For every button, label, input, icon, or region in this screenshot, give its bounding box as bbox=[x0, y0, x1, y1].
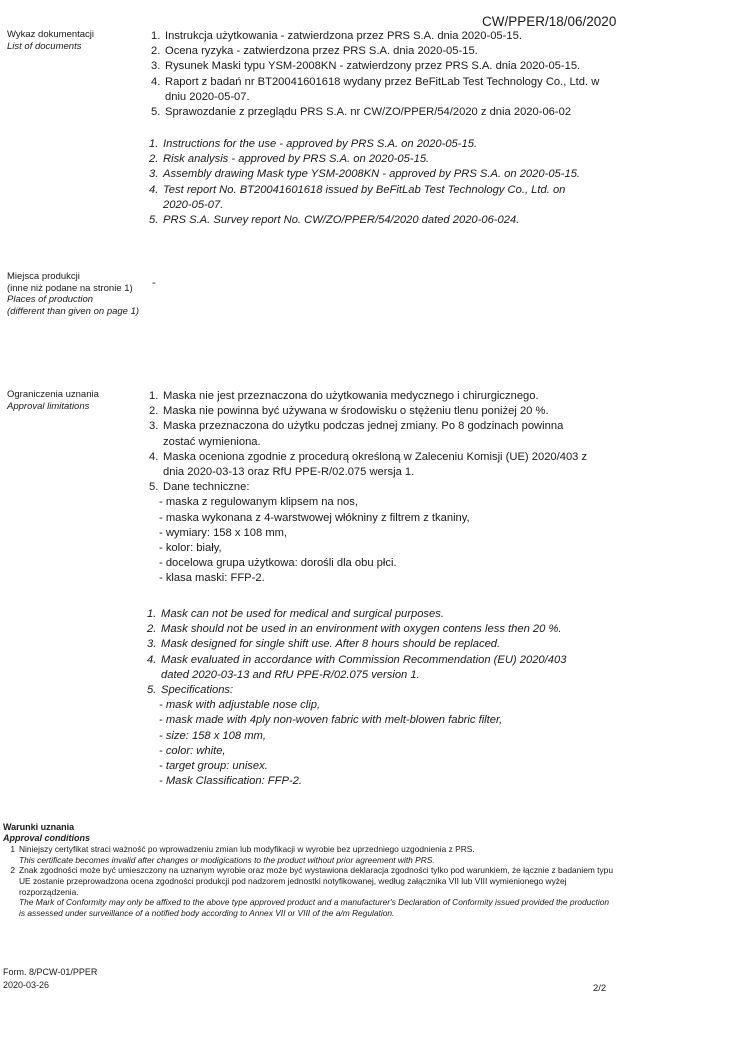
limitation-pl-item-text: Maska nie jest przeznaczona do użytkowania medycznego i chirurgicznego. bbox=[163, 390, 539, 402]
limitations-label bbox=[7, 389, 142, 412]
documents-list-en bbox=[149, 137, 589, 228]
document-en-item-number: 2. bbox=[149, 153, 159, 166]
document-pl-item-text: Raport z badań nr BT20041601618 wydany przez BeFitLab Test Technology Co., Ltd. w dniu 2020-05-07. bbox=[165, 75, 600, 103]
conditions-section bbox=[3, 822, 613, 918]
document-pl-item-text: Ocena ryzyka - zatwierdzona przez PRS S.A. dnia 2020-05-15. bbox=[165, 45, 478, 58]
limitation-en-item-number: 5. bbox=[147, 684, 157, 697]
condition-text-en: The Mark of Conformity may only be affixed to the above type approved product and a manufacturer's Declaration of Conformity issued provided the production is assessed under surveillance of a notified body according to Annex VII or VIII of the a/m Regulation. bbox=[19, 897, 610, 918]
document-pl-item bbox=[151, 44, 601, 59]
documents-label-pl: Wykaz dokumentacji bbox=[7, 29, 95, 40]
document-en-item-number: 3. bbox=[149, 168, 159, 181]
limitation-pl-item bbox=[149, 404, 589, 419]
condition-number: 2 bbox=[10, 865, 15, 876]
document-en-item-text: Instructions for the use - approved by PRS S.A. on 2020-05-15. bbox=[163, 138, 478, 150]
document-pl-item bbox=[151, 105, 601, 120]
document-pl-item bbox=[151, 59, 601, 74]
production-label-pl-2: (inne niż podane na stronie 1) bbox=[7, 282, 133, 294]
document-pl-item-number: 1. bbox=[151, 30, 161, 42]
document-pl-item-number: 3. bbox=[151, 60, 161, 73]
document-en-item-text: Risk analysis - approved by PRS S.A. on 2020-05-15. bbox=[163, 153, 430, 166]
document-en-item bbox=[149, 183, 589, 213]
document-en-item bbox=[149, 167, 589, 182]
document-pl-item-number: 2. bbox=[151, 45, 161, 58]
spec-pl-line: - kolor: biały, bbox=[159, 542, 222, 555]
document-pl-item-number: 5. bbox=[151, 106, 161, 119]
document-en-item-number: 4. bbox=[149, 183, 159, 196]
limitation-pl-item-number: 4. bbox=[149, 450, 159, 463]
spec-pl-line: - docelowa grupa użytkowa: dorośli dla obu płci. bbox=[159, 557, 397, 570]
document-en-item-text: PRS S.A. Survey report No. CW/ZO/PPER/54/2020 dated 2020-06-024. bbox=[163, 214, 520, 227]
document-en-item-number: 1. bbox=[149, 138, 159, 150]
limitation-en-item bbox=[147, 683, 587, 698]
limitation-en-item-number: 4. bbox=[147, 653, 157, 666]
condition-item bbox=[3, 865, 613, 918]
limitation-pl-item bbox=[149, 389, 589, 404]
limitations-label-en: Approval limitations bbox=[7, 400, 90, 412]
documents-label-en: List of documents bbox=[7, 40, 82, 52]
document-en-item bbox=[149, 213, 589, 228]
condition-number: 1 bbox=[10, 844, 15, 855]
spec-pl-line: - wymiary: 158 x 108 mm, bbox=[159, 526, 288, 539]
footer-form-number: Form. 8/PCW-01/PPER bbox=[3, 967, 98, 977]
spec-en-line: - mask with adjustable nose clip, bbox=[159, 699, 321, 712]
document-en-item-text: Test report No. BT20041601618 issued by BeFitLab Test Technology Co., Ltd. on 2020-05-07. bbox=[163, 183, 566, 211]
limitation-en-item bbox=[147, 637, 587, 652]
document-en-item-text: Assembly drawing Mask type YSM-2008KN - approved by PRS S.A. on 2020-05-15. bbox=[163, 168, 581, 181]
limitation-en-item bbox=[147, 607, 587, 622]
spec-en-line: - size: 158 x 108 mm, bbox=[159, 729, 266, 742]
production-label-en-2: (different than given on page 1) bbox=[7, 305, 140, 317]
footer-form bbox=[3, 966, 97, 992]
spec-en-line: - target group: unisex. bbox=[159, 760, 268, 773]
document-pl-item bbox=[151, 75, 601, 105]
limitation-en-item-number: 2. bbox=[147, 623, 157, 636]
limitations-list-en bbox=[147, 607, 587, 789]
limitation-pl-item bbox=[149, 450, 589, 480]
documents-list-pl bbox=[151, 29, 601, 120]
limitation-pl-item-text: Dane techniczne: bbox=[163, 481, 250, 494]
limitation-en-item-text: Mask designed for single shift use. After 8 hours should be replaced. bbox=[161, 638, 501, 651]
document-pl-item-text: Instrukcja użytkowania - zatwierdzona przez PRS S.A. dnia 2020-05-15. bbox=[165, 30, 522, 42]
limitation-en-item bbox=[147, 622, 587, 637]
limitation-en-item bbox=[147, 653, 587, 683]
document-pl-item-text: Rysunek Maski typu YSM-2008KN - zatwierdzony przez PRS S.A. dnia 2020-05-15. bbox=[165, 60, 581, 73]
production-label-pl-1: Miejsca produkcji bbox=[7, 271, 80, 282]
conditions-label-pl: Warunki uznania bbox=[3, 822, 75, 832]
spec-en-line: - mask made with 4ply non-woven fabric with melt-blowen fabric filter, bbox=[159, 714, 503, 727]
limitation-pl-item-number: 3. bbox=[149, 420, 159, 433]
document-en-item bbox=[149, 137, 589, 152]
footer-form-date: 2020-03-26 bbox=[3, 980, 50, 990]
limitation-en-item-number: 3. bbox=[147, 638, 157, 651]
page-number: 2/2 bbox=[593, 983, 607, 994]
limitations-list-pl bbox=[149, 389, 589, 587]
spec-en-line: - Mask Classification: FFP-2. bbox=[159, 775, 302, 788]
spec-pl-line: - maska wykonana z 4-warstwowej włókniny z filtrem z tkaniny, bbox=[159, 511, 470, 524]
condition-item bbox=[3, 844, 613, 865]
limitation-pl-item bbox=[149, 419, 589, 449]
limitation-pl-item bbox=[149, 480, 589, 495]
limitation-pl-item-text: Maska nie powinna być używana w środowisku o stężeniu tlenu poniżej 20 %. bbox=[163, 405, 549, 418]
production-value: - bbox=[152, 277, 156, 289]
documents-label bbox=[7, 29, 142, 52]
condition-text-en: This certificate becomes invalid after changes or modigications to the product without prior agreement with PRS. bbox=[19, 854, 435, 865]
document-reference: CW/PPER/18/06/2020 bbox=[482, 14, 617, 29]
conditions-label-en: Approval conditions bbox=[3, 832, 91, 843]
limitations-label-pl: Ograniczenia uznania bbox=[7, 389, 99, 400]
limitation-pl-item-number: 5. bbox=[149, 481, 159, 494]
document-pl-item-text: Sprawozdanie z przeglądu PRS S.A. nr CW/ZO/PPER/54/2020 z dnia 2020-06-02 bbox=[165, 106, 572, 119]
limitation-pl-item-number: 2. bbox=[149, 405, 159, 418]
limitation-pl-item-text: Maska oceniona zgodnie z procedurą określoną w Zaleceniu Komisji (UE) 2020/403 z dnia 2020-03-13 oraz RfU PPE-R/02.075 wersja 1. bbox=[163, 450, 588, 479]
spec-pl-line: - klasa maski: FFP-2. bbox=[159, 572, 265, 585]
condition-text-pl: Znak zgodności może być umieszczony na uznanym wyrobie oraz może być wystawiona deklaracja zgodności tylko pod warunkiem, że łącznie z badaniem typu UE zostanie przeprowadzona ocena zgodności produkcji pod nadzorem jednostki notyfikowanej, według załącznika VII lub VIII wymienionego wyżej rozporządzenia. bbox=[19, 865, 613, 897]
limitation-pl-item-number: 1. bbox=[149, 390, 159, 402]
document-pl-item bbox=[151, 29, 601, 44]
spec-en-line: - color: white, bbox=[159, 744, 226, 757]
limitation-pl-item-text: Maska przeznaczona do użytku podczas jednej zmiany. Po 8 godzinach powinna zostać wymieniona. bbox=[163, 420, 564, 448]
limitation-en-item-text: Mask can not be used for medical and surgical purposes. bbox=[161, 608, 444, 620]
limitation-en-item-text: Mask should not be used in an environment with oxygen contens less then 20 %. bbox=[161, 623, 562, 636]
document-pl-item-number: 4. bbox=[151, 75, 161, 88]
production-label-en-1: Places of production bbox=[7, 294, 94, 305]
limitation-en-item-number: 1. bbox=[147, 608, 157, 620]
spec-pl-line: - maska z regulowanym klipsem na nos, bbox=[159, 496, 358, 509]
document-en-item-number: 5. bbox=[149, 214, 159, 227]
document-en-item bbox=[149, 152, 589, 167]
production-label bbox=[7, 271, 147, 317]
condition-text-pl: Niniejszy certyfikat straci ważność po wprowadzeniu zmian lub modyfikacji w wyrobie bez uprzedniego uzgodnienia z PRS. bbox=[19, 844, 475, 855]
limitation-en-item-text: Mask evaluated in accordance with Commission Recommendation (EU) 2020/403 dated 2020-03-13 and RfU PPE-R/02.075 version 1. bbox=[161, 653, 567, 681]
limitation-en-item-text: Specifications: bbox=[161, 684, 234, 697]
